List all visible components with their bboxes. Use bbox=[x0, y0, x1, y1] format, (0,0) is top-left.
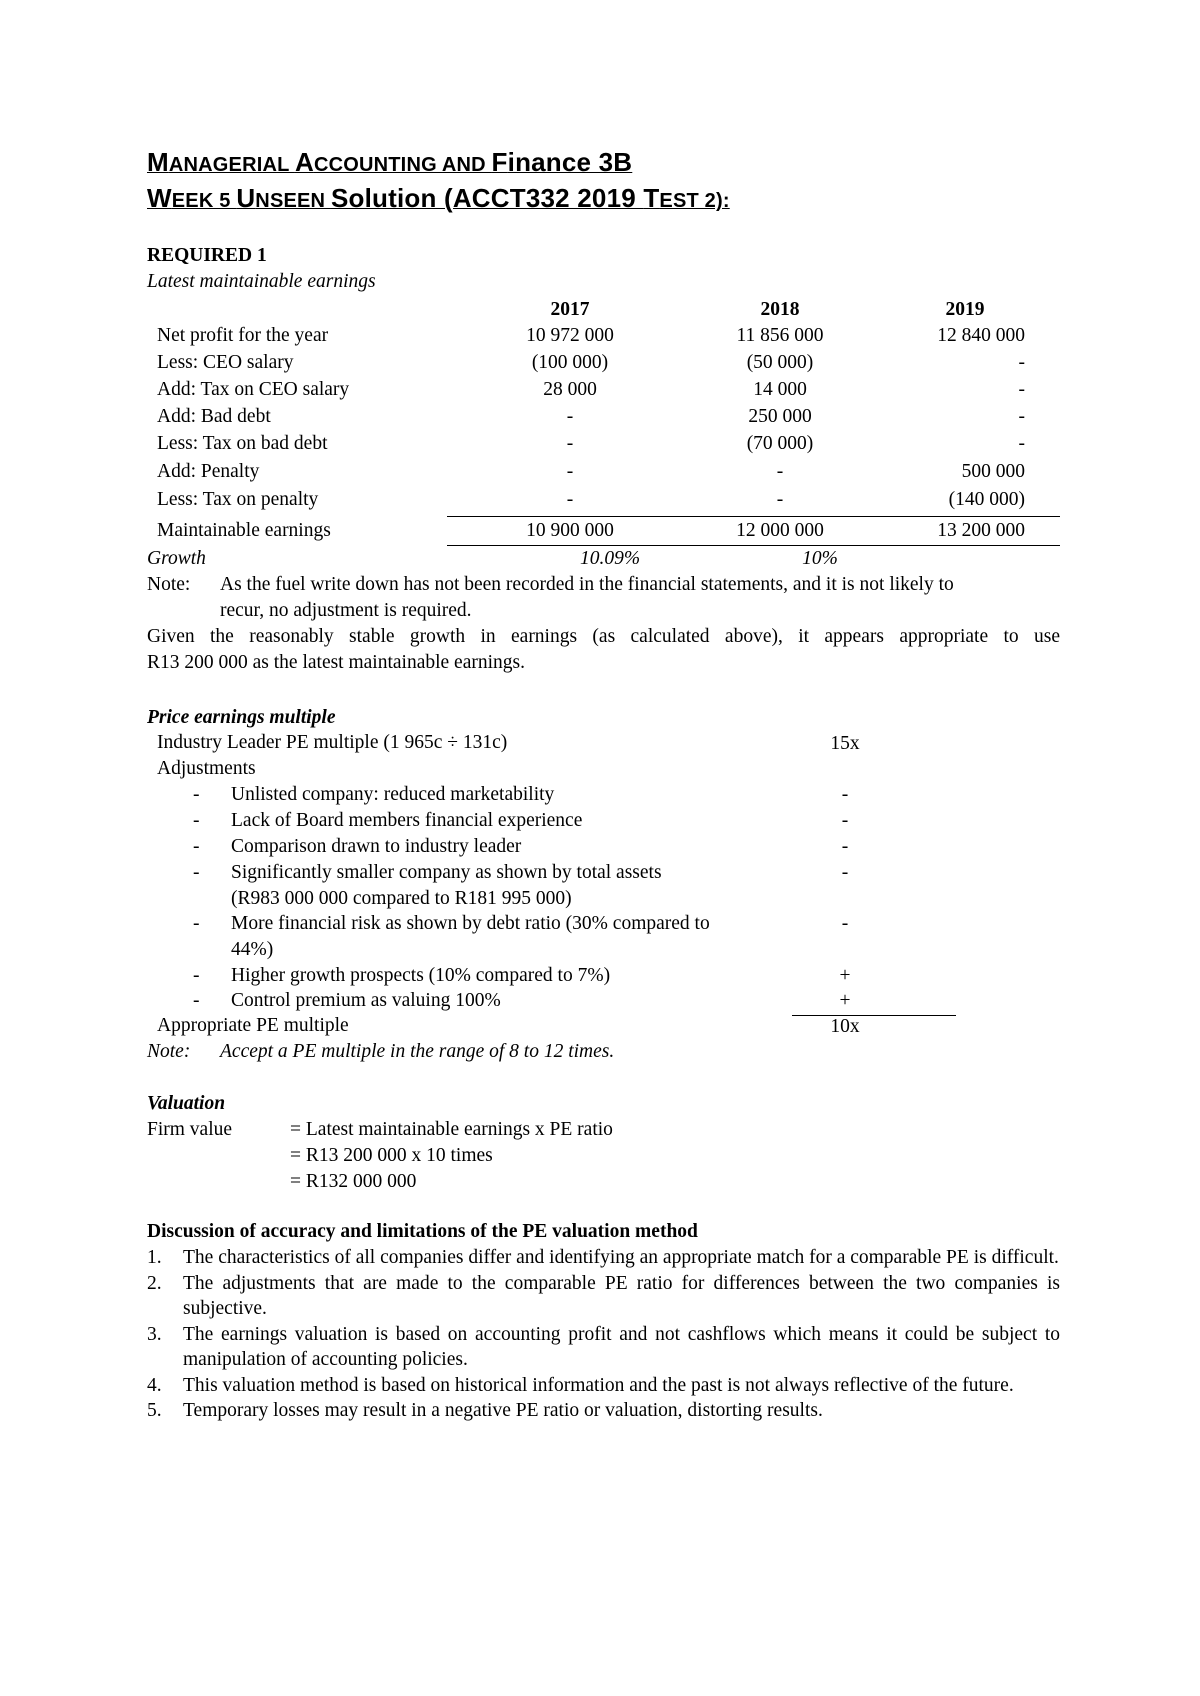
document-subtitle: WEEK 5 UNSEEN Solution (ACCT332 2019 TEST 2): bbox=[147, 183, 730, 213]
list-item: 1. The characteristics of all companies differ and identifying an appropriate match for a comparable PE is difficult. bbox=[147, 1247, 1059, 1268]
note-text: As the fuel write down has not been recorded in the financial statements, and it is not likely to bbox=[220, 574, 954, 595]
valuation-line: = R132 000 000 bbox=[290, 1171, 417, 1192]
adjustment-sign: - bbox=[841, 862, 849, 883]
required1-heading: REQUIRED 1 bbox=[147, 245, 267, 266]
table-row-label: Less: CEO salary bbox=[157, 352, 294, 373]
table-total-cell: 10 900 000 bbox=[526, 520, 614, 541]
table-cell: 12 840 000 bbox=[937, 325, 1025, 346]
discussion-heading: Discussion of accuracy and limitations of the PE valuation method bbox=[147, 1221, 698, 1242]
table-row-label: Add: Bad debt bbox=[157, 406, 271, 427]
year-2018-header: 2018 bbox=[760, 299, 800, 320]
table-total-label: Maintainable earnings bbox=[157, 520, 331, 541]
adjustment-sign: - bbox=[841, 913, 849, 934]
table-total-cell: 12 000 000 bbox=[736, 520, 824, 541]
table-cell: - bbox=[566, 406, 574, 427]
table-cell: 11 856 000 bbox=[736, 325, 824, 346]
table-cell: - bbox=[1018, 433, 1025, 454]
firm-value-label: Firm value bbox=[147, 1119, 233, 1140]
table-row-label: Add: Penalty bbox=[157, 461, 260, 482]
discussion-list bbox=[147, 1245, 1060, 1424]
year-2019-header: 2019 bbox=[945, 299, 985, 320]
industry-pe-value: 15x bbox=[830, 733, 860, 754]
table-row-label: Less: Tax on bad debt bbox=[157, 433, 328, 454]
table-cell: - bbox=[776, 461, 784, 482]
table-cell: (100 000) bbox=[531, 352, 609, 373]
pe-note-label: Note: bbox=[147, 1041, 191, 1062]
adjustments-label: Adjustments bbox=[157, 758, 256, 779]
table-total-cell: 13 200 000 bbox=[937, 520, 1025, 541]
table-cell: - bbox=[1018, 379, 1025, 400]
table-cell: - bbox=[566, 489, 574, 510]
table-cell: - bbox=[1018, 406, 1025, 427]
valuation-line: = R13 200 000 x 10 times bbox=[290, 1145, 493, 1166]
required1-subheading: Latest maintainable earnings bbox=[147, 271, 376, 292]
note-text-cont: recur, no adjustment is required. bbox=[220, 600, 472, 621]
note-label: Note: bbox=[147, 574, 191, 595]
table-cell: (140 000) bbox=[948, 489, 1025, 510]
industry-pe-label: Industry Leader PE multiple (1 965c ÷ 131c) bbox=[157, 732, 508, 753]
maintainable-earnings-paragraph-cont: R13 200 000 as the latest maintainable earnings. bbox=[147, 652, 525, 673]
adjustment-sign: - bbox=[841, 836, 849, 857]
document-title: MANAGERIAL ACCOUNTING AND Finance 3B bbox=[147, 147, 633, 177]
table-row-label: Net profit for the year bbox=[157, 325, 329, 346]
total-rule-bottom bbox=[447, 545, 1060, 546]
growth-value-2019: 10% bbox=[802, 548, 838, 569]
table-cell: - bbox=[776, 489, 784, 510]
table-cell: - bbox=[566, 433, 574, 454]
list-item: 4. This valuation method is based on historical information and the past is not always reflective of the future. bbox=[147, 1374, 1014, 1396]
adjustment-sign: - bbox=[841, 810, 849, 831]
year-2017-header: 2017 bbox=[550, 299, 590, 320]
valuation-heading: Valuation bbox=[147, 1093, 226, 1114]
growth-value-2018: 10.09% bbox=[579, 548, 641, 569]
table-row-label: Less: Tax on penalty bbox=[157, 489, 319, 510]
table-cell: - bbox=[566, 461, 574, 482]
appropriate-pe-value: 10x bbox=[830, 1016, 860, 1037]
adjustment-sign: - bbox=[841, 784, 849, 805]
table-cell: (50 000) bbox=[746, 352, 814, 373]
table-cell: 28 000 bbox=[543, 379, 597, 400]
table-cell: 250 000 bbox=[748, 406, 812, 427]
pe-heading: Price earnings multiple bbox=[147, 707, 336, 728]
list-item: 2. The adjustments that are made to the comparable PE ratio for differences between the two companies is subjective. bbox=[147, 1272, 1060, 1319]
total-rule-top bbox=[447, 516, 1060, 517]
adjustment-sign: + bbox=[839, 965, 851, 986]
list-item: 5. Temporary losses may result in a negative PE ratio or valuation, distorting results. bbox=[147, 1400, 823, 1421]
maintainable-earnings-paragraph: Given the reasonably stable growth in earnings (as calculated above), it appears appropriate to use bbox=[147, 626, 1060, 647]
valuation-line: = Latest maintainable earnings x PE ratio bbox=[290, 1119, 613, 1140]
adjustment-sign: + bbox=[839, 990, 851, 1011]
table-cell: 10 972 000 bbox=[526, 325, 614, 346]
table-cell: - bbox=[1018, 352, 1025, 373]
table-row-label: Add: Tax on CEO salary bbox=[157, 379, 350, 400]
table-cell: (70 000) bbox=[746, 433, 814, 454]
list-item: 3. The earnings valuation is based on accounting profit and not cashflows which means it could be subject to manipulation of accounting policies. bbox=[147, 1323, 1060, 1370]
table-cell: 500 000 bbox=[961, 461, 1025, 482]
pe-note-text: Accept a PE multiple in the range of 8 to 12 times. bbox=[220, 1041, 615, 1062]
table-cell: 14 000 bbox=[753, 379, 807, 400]
appropriate-pe-label: Appropriate PE multiple bbox=[157, 1015, 349, 1036]
growth-label: Growth bbox=[147, 548, 206, 569]
